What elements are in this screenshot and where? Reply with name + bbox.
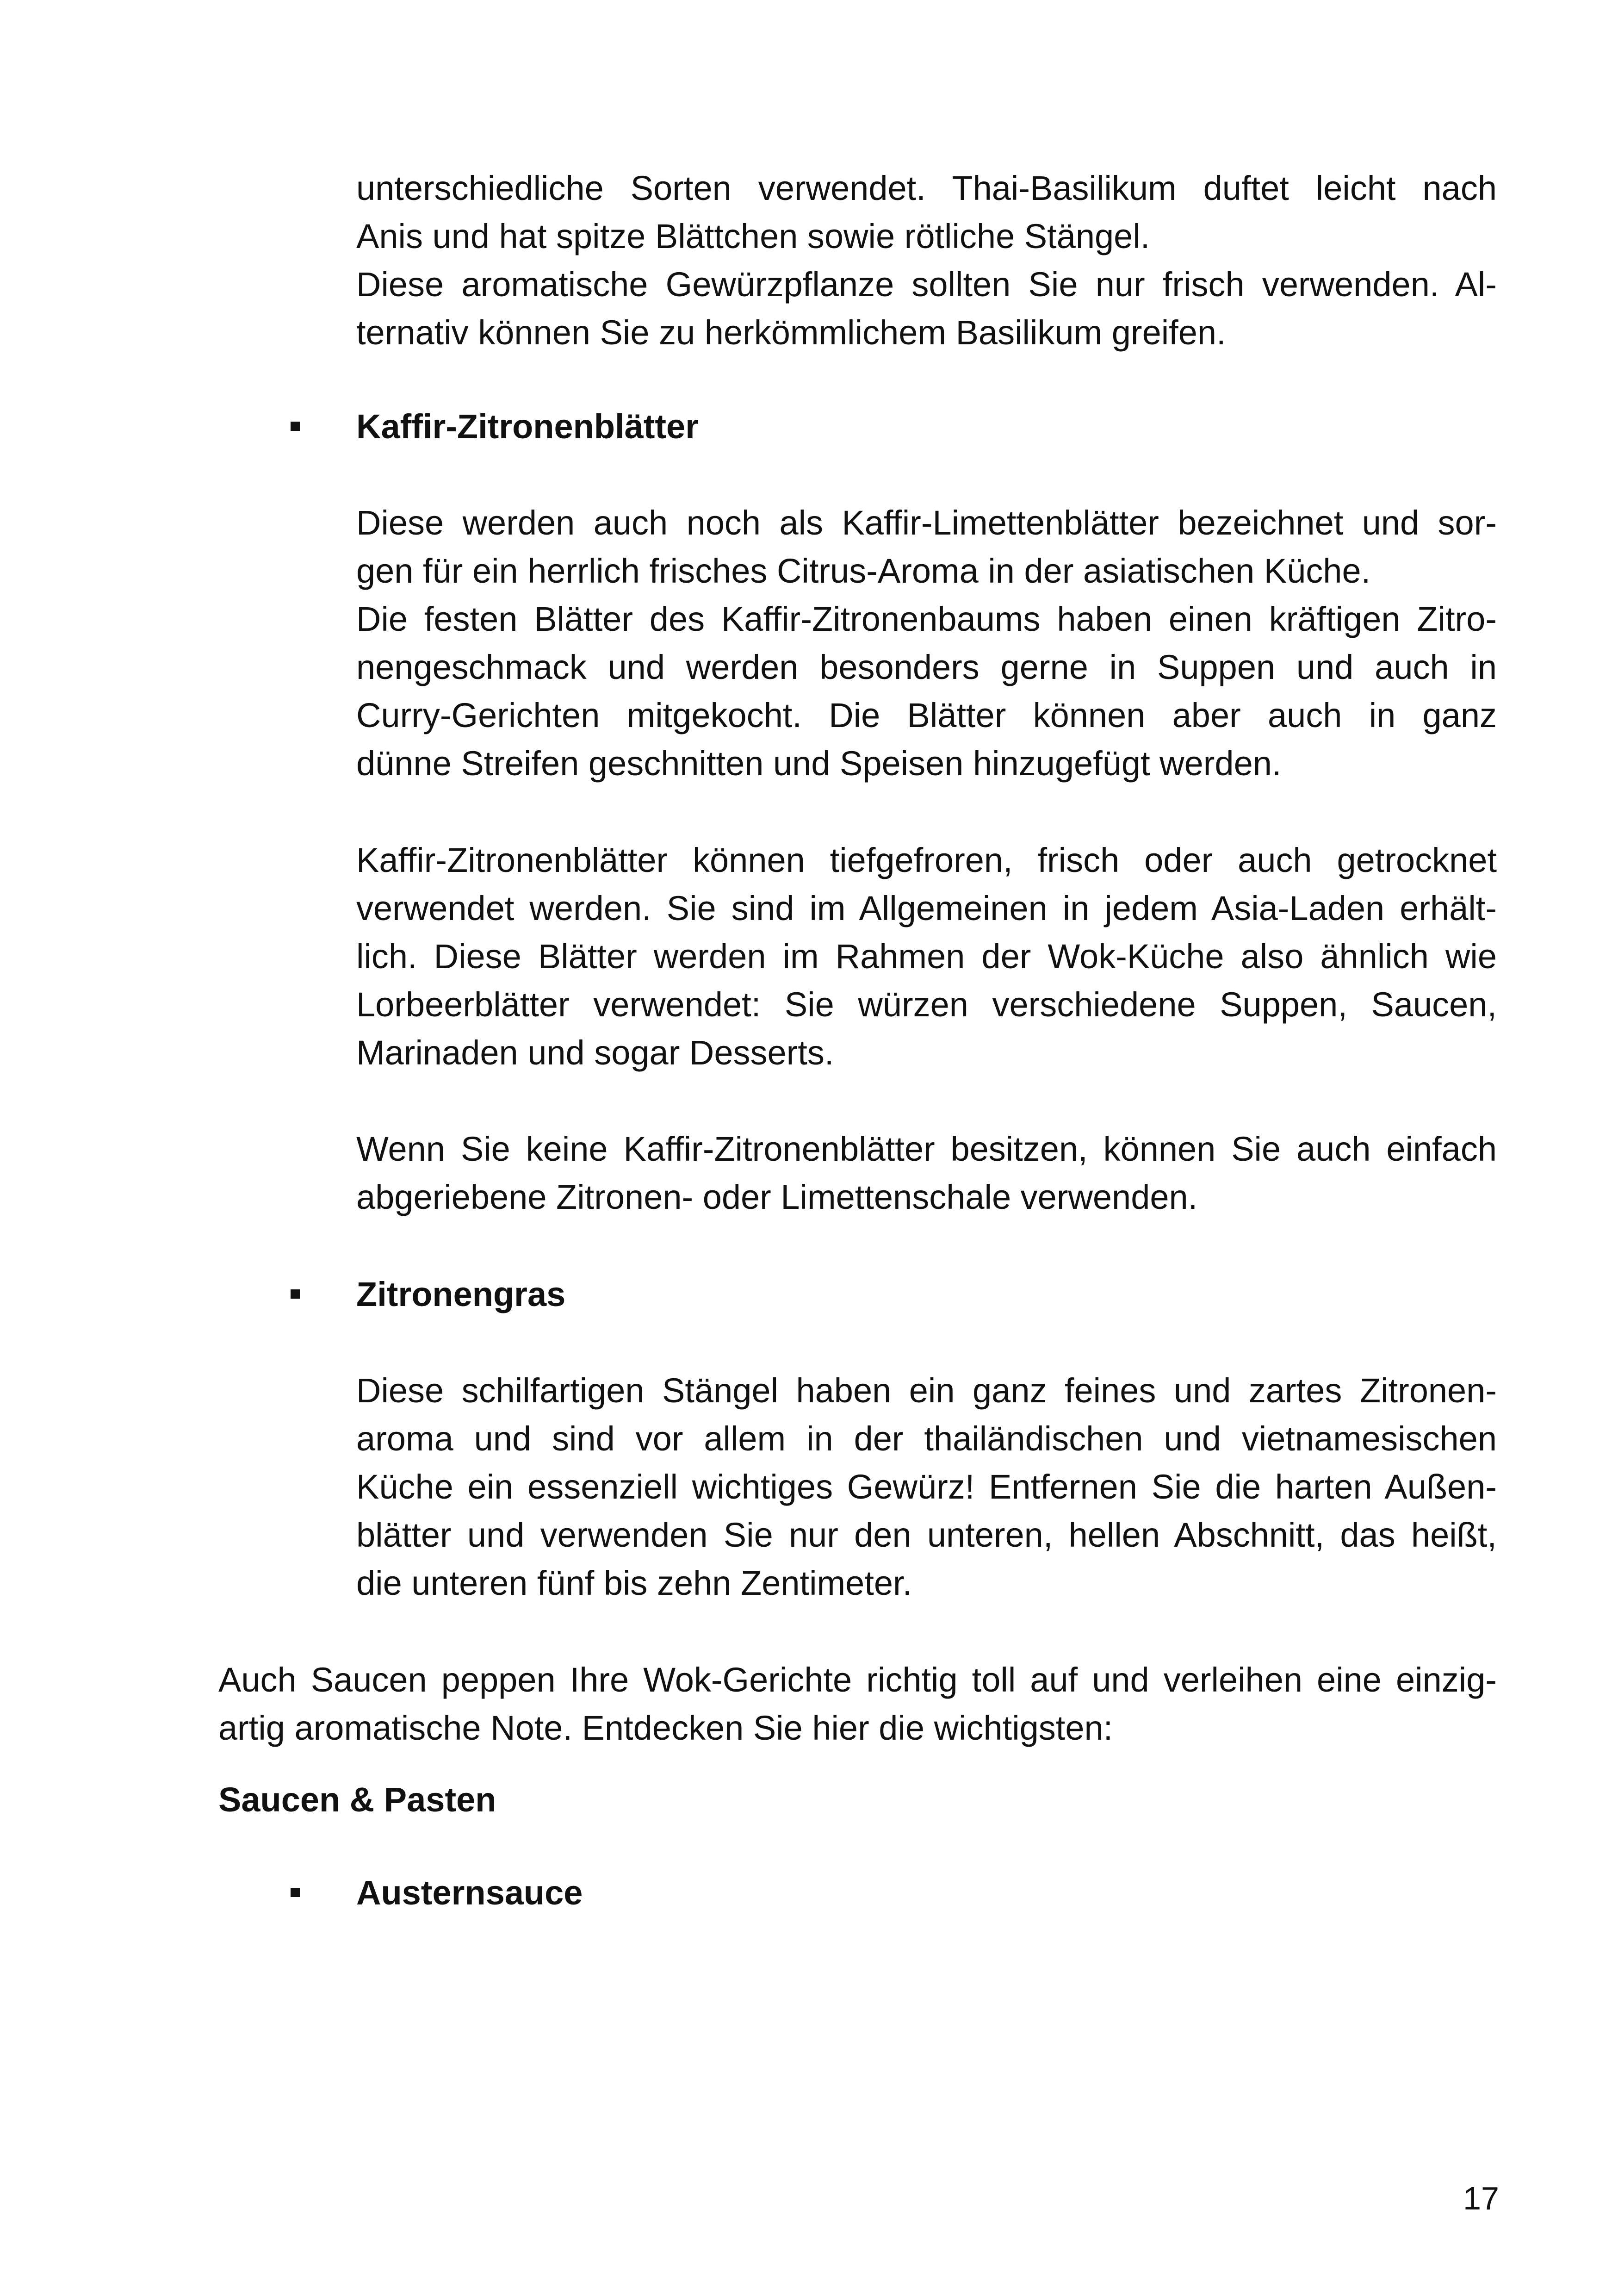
zitronengras-p1-line-3: Küche ein essenziell wichtiges Gewürz! Entfernen Sie die harten Außen- bbox=[356, 1468, 1497, 1506]
kaffir-p1-line-6: dünne Streifen geschnitten und Speisen hinzugefügt werden. bbox=[356, 744, 1282, 783]
intro-line-4: ternativ können Sie zu herkömmlichem Basilikum greifen. bbox=[356, 313, 1226, 352]
zitronengras-p1-line-5: die unteren fünf bis zehn Zentimeter. bbox=[356, 1564, 912, 1602]
bullet-icon bbox=[291, 1888, 300, 1897]
kaffir-p2-line-3: lich. Diese Blätter werden im Rahmen der Wok-Küche also ähnlich wie bbox=[356, 937, 1497, 976]
sauces-intro-line-2: artig aromatische Note. Entdecken Sie hier die wichtigsten: bbox=[218, 1709, 1113, 1747]
kaffir-p1-line-4: nengeschmack und werden besonders gerne in Suppen und auch in bbox=[356, 648, 1497, 686]
zitronengras-p1-line-4: blätter und verwenden Sie nur den unteren, hellen Abschnitt, das heißt, bbox=[356, 1516, 1497, 1554]
kaffir-p2-line-4: Lorbeerblätter verwendet: Sie würzen verschiedene Suppen, Saucen, bbox=[356, 985, 1497, 1024]
intro-line-3: Diese aromatische Gewürzpflanze sollten Sie nur frisch verwenden. Al- bbox=[356, 265, 1497, 304]
kaffir-p1-line-3: Die festen Blätter des Kaffir-Zitronenbaums haben einen kräftigen Zitro- bbox=[356, 600, 1497, 638]
section-heading-austernsauce: Austernsauce bbox=[356, 1873, 583, 1912]
zitronengras-p1-line-1: Diese schilfartigen Stängel haben ein ganz feines und zartes Zitronen- bbox=[356, 1371, 1497, 1410]
zitronengras-p1-line-2: aroma und sind vor allem in der thailändischen und vietnamesischen bbox=[356, 1419, 1497, 1458]
kaffir-p1-line-1: Diese werden auch noch als Kaffir-Limettenblätter bezeichnet und sor- bbox=[356, 504, 1497, 542]
bullet-icon bbox=[291, 1289, 300, 1299]
kaffir-p2-line-2: verwendet werden. Sie sind im Allgemeinen in jedem Asia-Laden erhält- bbox=[356, 889, 1497, 927]
section-heading-zitronengras: Zitronengras bbox=[356, 1275, 566, 1313]
section-heading-kaffir: Kaffir-Zitronenblätter bbox=[356, 407, 699, 446]
kaffir-p2-line-1: Kaffir-Zitronenblätter können tiefgefroren, frisch oder auch getrocknet bbox=[356, 841, 1497, 879]
kaffir-p3-line-2: abgeriebene Zitronen- oder Limettenschale verwenden. bbox=[356, 1178, 1198, 1216]
page-number: 17 bbox=[1463, 2180, 1499, 2216]
kaffir-p1-line-2: gen für ein herrlich frisches Citrus-Aroma in der asiatischen Küche. bbox=[356, 552, 1371, 590]
kaffir-p2-line-5: Marinaden und sogar Desserts. bbox=[356, 1033, 834, 1072]
kaffir-p3-line-1: Wenn Sie keine Kaffir-Zitronenblätter besitzen, können Sie auch einfach bbox=[356, 1130, 1497, 1168]
sauces-heading: Saucen & Pasten bbox=[218, 1780, 496, 1819]
sauces-intro-line-1: Auch Saucen peppen Ihre Wok-Gerichte richtig toll auf und verleihen eine einzig- bbox=[218, 1661, 1497, 1699]
intro-line-2: Anis und hat spitze Blättchen sowie rötliche Stängel. bbox=[356, 217, 1150, 255]
bullet-icon bbox=[291, 422, 300, 431]
intro-line-1: unterschiedliche Sorten verwendet. Thai-Basilikum duftet leicht nach bbox=[356, 169, 1497, 207]
kaffir-p1-line-5: Curry-Gerichten mitgekocht. Die Blätter können aber auch in ganz bbox=[356, 696, 1497, 734]
